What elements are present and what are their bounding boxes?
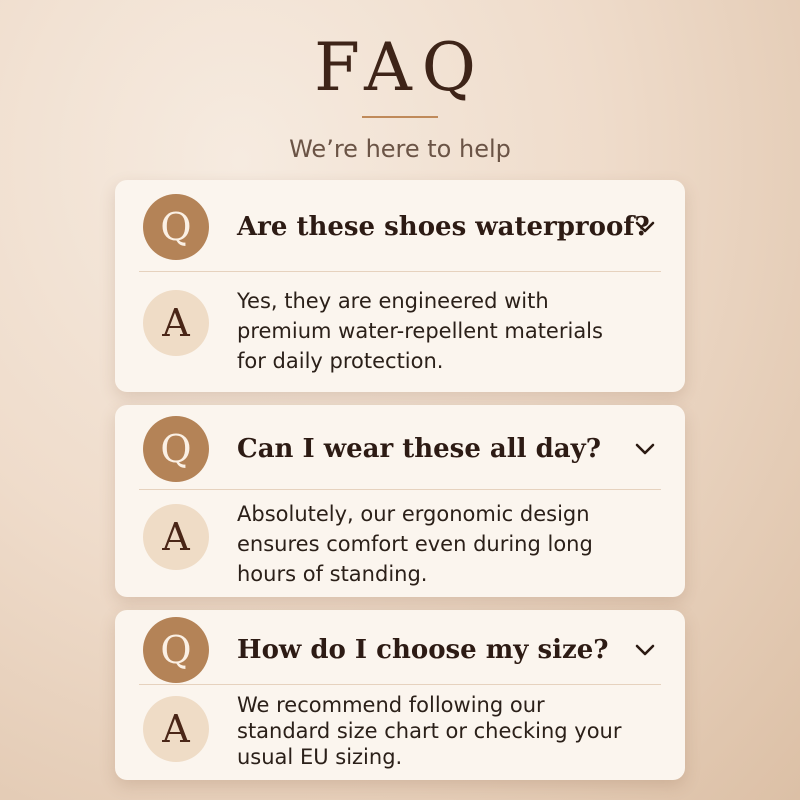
question-badge: Q: [143, 416, 209, 482]
faq-answer: Yes, they are engineered with premium water-repellent materials for daily protection.: [237, 289, 603, 373]
faq-answer: Absolutely, our ergonomic design ensures comfort even during long hours of standing.: [237, 502, 593, 586]
faq-question[interactable]: Can I wear these all day?: [237, 434, 601, 464]
qa-divider: [139, 489, 661, 490]
chevron-down-icon[interactable]: [633, 638, 657, 662]
chevron-down-icon[interactable]: [633, 437, 657, 461]
question-badge: Q: [143, 617, 209, 683]
answer-badge: A: [143, 504, 209, 570]
faq-item: [115, 405, 685, 597]
answer-badge: A: [143, 696, 209, 762]
qa-divider: [139, 684, 661, 685]
faq-answer: We recommend following our standard size chart or checking your usual EU sizing.: [237, 693, 622, 769]
page-title: FAQ: [314, 29, 486, 106]
faq-question[interactable]: Are these shoes waterproof?: [237, 212, 650, 242]
question-badge: Q: [143, 194, 209, 260]
faq-question[interactable]: How do I choose my size?: [237, 635, 609, 665]
qa-divider: [139, 271, 661, 272]
answer-badge: A: [143, 290, 209, 356]
chevron-down-icon[interactable]: [633, 215, 657, 239]
faq-item: [115, 180, 685, 392]
faq-item: [115, 610, 685, 780]
title-divider: [362, 116, 438, 118]
page-subtitle: We’re here to help: [289, 135, 511, 163]
